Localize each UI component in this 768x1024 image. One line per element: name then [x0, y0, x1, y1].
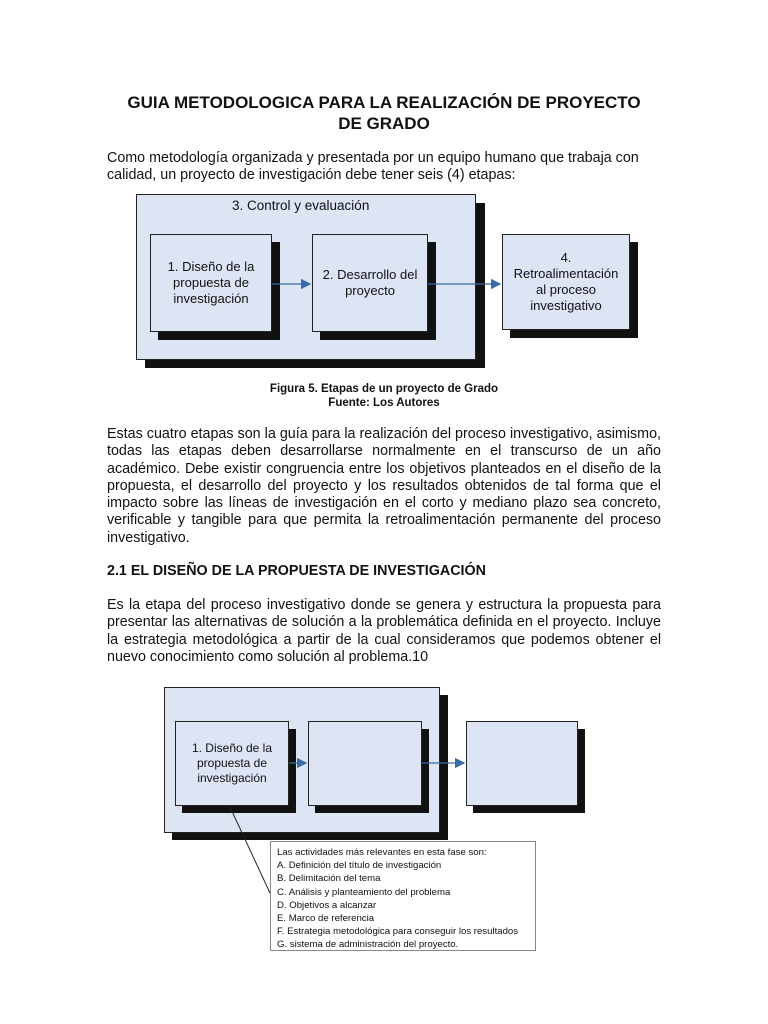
figure-caption: Figura 5. Etapas de un proyecto de Grado	[269, 383, 499, 395]
figure-1-caption	[160, 382, 608, 410]
document-title	[100, 92, 668, 134]
activity-item: G. sistema de administración del proyecto.	[277, 939, 459, 951]
stage-2-box: 2. Desarrollo del proyecto	[312, 234, 428, 332]
activity-item: E. Marco de referencia	[277, 913, 375, 925]
section-heading: 2.1 EL DISEÑO DE LA PROPUESTA DE INVESTIGACIÓN	[107, 563, 486, 579]
activity-item: F. Estrategia metodológica para conseguir los resultados	[277, 926, 519, 938]
activity-item: B. Delimitación del tema	[277, 873, 381, 885]
activities-list-header: Las actividades más relevantes en esta fase son:	[277, 847, 487, 858]
body-paragraph-1: Estas cuatro etapas son la guía para la realización del proceso investigativo, asimismo, todas las etapas deben desarrollarse normalmente en el transcurso de un año académico. Debe existir congruencia entre los objetivos planteados en el diseño de la propuesta, el desarrollo del proyecto y los resultados obtenidos de tal forma que el impacto sobre las líneas de investigación en el corto y mediano plazo sea concreto, verificable y tangible para que permita la retroalimentación permanente del proceso investigativo.	[107, 426, 661, 546]
body-paragraph-2: Es la etapa del proceso investigativo donde se genera y estructura la propuesta para presentar las alternativas de solución a la problemática definida en el proyecto. Incluye la estrategia metodológica a partir de la cual consideramos que podemos obtener el nuevo conocimiento como solución al problema.10	[107, 597, 661, 665]
activity-item: C. Análisis y planteamiento del problema	[277, 886, 451, 898]
activity-item: A. Definición del título de investigación	[277, 860, 442, 872]
figure-2-stage-1-box: 1. Diseño de la propuesta de investigación	[175, 721, 289, 806]
activity-item: D. Objetivos a alcanzar	[277, 899, 377, 911]
intro-paragraph: Como metodología organizada y presentada por un equipo humano que trabaja con calidad, un proyecto de investigación debe tener seis (4) etapas:	[107, 150, 639, 184]
stage-4-box: 4. Retroalimentación al proceso investigativo	[502, 234, 630, 330]
figure-2-stage-4-box	[466, 721, 578, 806]
stage-1-box: 1. Diseño de la propuesta de investigación	[150, 234, 272, 332]
title-line-2: DE GRADO	[338, 114, 430, 133]
control-frame-label: 3. Control y evaluación	[232, 198, 370, 213]
figure-2-stage-2-box	[308, 721, 422, 806]
title-line-1: GUIA METODOLOGICA PARA LA REALIZACIÓN DE PROYECTO	[127, 93, 641, 112]
activities-list-box	[270, 841, 536, 951]
figure-source: Fuente: Los Autores	[328, 397, 440, 409]
